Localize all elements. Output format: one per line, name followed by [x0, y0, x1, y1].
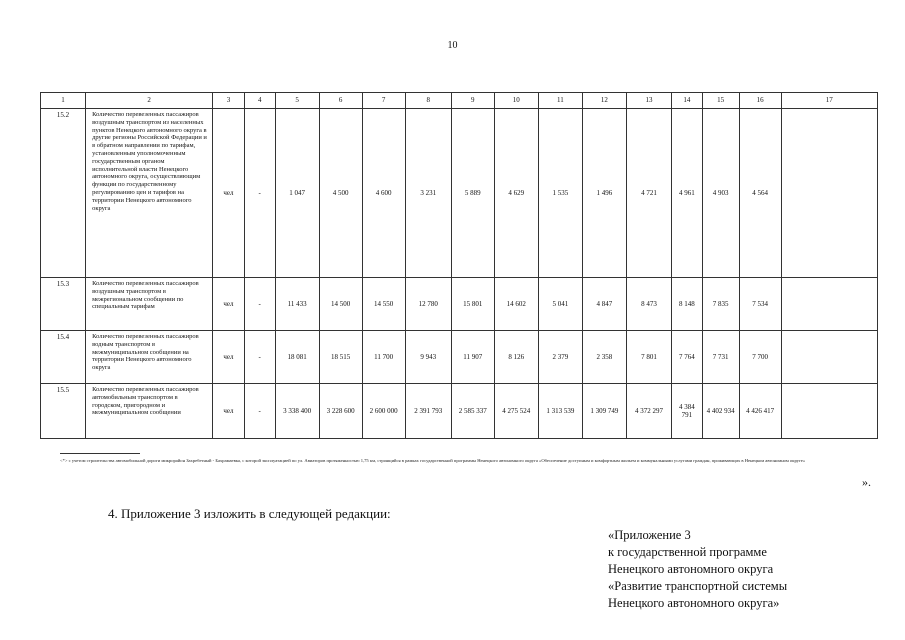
- value-cell: 7 801: [626, 331, 671, 384]
- value-cell: 4 500: [319, 109, 362, 278]
- header-cell: 2: [86, 93, 213, 109]
- indicator-name: Количество перевезенных пассажиров автомобильным транспортом в городском, пригородном и межмуниципальном сообщении: [86, 384, 213, 439]
- value-cell: 12 780: [405, 278, 451, 331]
- value-cell: 11 700: [362, 331, 405, 384]
- page-number: 10: [447, 40, 458, 51]
- value-cell: 5 889: [451, 109, 494, 278]
- amendment-item-4: 4. Приложение 3 изложить в следующей редакции:: [108, 506, 391, 521]
- header-cell: 17: [781, 93, 877, 109]
- value-cell: 4 402 934: [702, 384, 739, 439]
- indicator-name: Количество перевезенных пассажиров водным транспортом в межмуниципальном сообщении на территории Ненецкого автономного округа: [86, 331, 213, 384]
- value-cell: 3 338 400: [275, 384, 319, 439]
- value-cell: [781, 109, 877, 278]
- annex-heading: [608, 527, 787, 612]
- value-cell: 4 903: [702, 109, 739, 278]
- value-cell: 1 313 539: [538, 384, 582, 439]
- value-cell: 2 358: [582, 331, 626, 384]
- value-cell: -: [244, 384, 275, 439]
- header-cell: 14: [671, 93, 702, 109]
- indicator-table: [40, 92, 878, 439]
- header-cell: 3: [213, 93, 245, 109]
- header-cell: 16: [739, 93, 781, 109]
- value-cell: 2 600 000: [362, 384, 405, 439]
- unit-cell: чел: [213, 109, 245, 278]
- value-cell: 14 550: [362, 278, 405, 331]
- value-cell: 5 041: [538, 278, 582, 331]
- header-cell: 9: [451, 93, 494, 109]
- table-header-row: [41, 93, 878, 109]
- value-cell: -: [244, 331, 275, 384]
- value-cell: 15 801: [451, 278, 494, 331]
- value-cell: 3 231: [405, 109, 451, 278]
- indicator-name: Количество перевезенных пассажиров воздушным транспортом в межрегиональном сообщении по специальным тарифам: [86, 278, 213, 331]
- value-cell: -: [244, 109, 275, 278]
- table-row: [41, 109, 878, 278]
- value-cell: 2 391 793: [405, 384, 451, 439]
- annex-line: Ненецкого автономного округа»: [608, 596, 780, 610]
- value-cell: 2 585 337: [451, 384, 494, 439]
- table-row: [41, 278, 878, 331]
- value-cell: 7 835: [702, 278, 739, 331]
- annex-line: Ненецкого автономного округа: [608, 562, 774, 576]
- header-cell: 12: [582, 93, 626, 109]
- value-cell: 4 629: [494, 109, 538, 278]
- value-cell: 4 384 791: [671, 384, 702, 439]
- value-cell: 8 126: [494, 331, 538, 384]
- value-cell: 4 564: [739, 109, 781, 278]
- row-number: 15.2: [41, 109, 86, 278]
- row-number: 15.3: [41, 278, 86, 331]
- value-cell: 4 372 297: [626, 384, 671, 439]
- value-cell: 4 961: [671, 109, 702, 278]
- value-cell: 9 943: [405, 331, 451, 384]
- row-number: 15.5: [41, 384, 86, 439]
- annex-line: «Развитие транспортной системы: [608, 579, 788, 593]
- header-cell: 7: [362, 93, 405, 109]
- unit-cell: чел: [213, 384, 245, 439]
- header-cell: 4: [244, 93, 275, 109]
- value-cell: 18 515: [319, 331, 362, 384]
- unit-cell: чел: [213, 278, 245, 331]
- row-number: 15.4: [41, 331, 86, 384]
- header-cell: 8: [405, 93, 451, 109]
- value-cell: 8 148: [671, 278, 702, 331]
- value-cell: 7 700: [739, 331, 781, 384]
- value-cell: [781, 384, 877, 439]
- value-cell: 3 228 600: [319, 384, 362, 439]
- header-cell: 13: [626, 93, 671, 109]
- header-cell: 6: [319, 93, 362, 109]
- table-row: [41, 331, 878, 384]
- value-cell: [781, 278, 877, 331]
- value-cell: 1 047: [275, 109, 319, 278]
- value-cell: 1 309 749: [582, 384, 626, 439]
- value-cell: 11 907: [451, 331, 494, 384]
- header-cell: 1: [41, 93, 86, 109]
- closing-quote-mark: ».: [862, 475, 871, 489]
- value-cell: 4 275 524: [494, 384, 538, 439]
- value-cell: [781, 331, 877, 384]
- value-cell: 4 847: [582, 278, 626, 331]
- indicator-name: Количество перевезенных пассажиров воздушным транспортом из населенных пунктов Ненецкого автономного округа в другие регионы Российской Федерации и в обратном направлении по тарифам, установленным уполномоченным государственным органом исполнительной власти Ненецкого автономного округа, осуществляющим функции по государственному регулированию цен и тарифов на территории Ненецкого автономного округа: [86, 109, 213, 278]
- header-cell: 5: [275, 93, 319, 109]
- value-cell: 7 764: [671, 331, 702, 384]
- value-cell: 18 081: [275, 331, 319, 384]
- header-cell: 15: [702, 93, 739, 109]
- header-cell: 11: [538, 93, 582, 109]
- footnote-separator: [60, 453, 140, 454]
- value-cell: 8 473: [626, 278, 671, 331]
- value-cell: 7 731: [702, 331, 739, 384]
- value-cell: 7 534: [739, 278, 781, 331]
- table-row: [41, 384, 878, 439]
- value-cell: 14 500: [319, 278, 362, 331]
- value-cell: 11 433: [275, 278, 319, 331]
- value-cell: 14 602: [494, 278, 538, 331]
- value-cell: 1 535: [538, 109, 582, 278]
- footnote: <*> с учетом строительства автомобильной дороги микрорайон Захребетный - Бахрамаевка, с которой эксплуатацией по ул. Авиаторов протяженностью 1,75 км, строящийся в рамках государственной программы Ненецкого автономного округа «Обеспечение доступным и комфортным жильем и коммунальными услугами граждан, проживающих в Ненецком автономном округе»: [60, 458, 806, 463]
- value-cell: 4 426 417: [739, 384, 781, 439]
- value-cell: 2 379: [538, 331, 582, 384]
- value-cell: 1 496: [582, 109, 626, 278]
- unit-cell: чел: [213, 331, 245, 384]
- annex-line: к государственной программе: [608, 545, 767, 559]
- value-cell: -: [244, 278, 275, 331]
- header-cell: 10: [494, 93, 538, 109]
- annex-line: «Приложение 3: [608, 528, 691, 542]
- value-cell: 4 600: [362, 109, 405, 278]
- value-cell: 4 721: [626, 109, 671, 278]
